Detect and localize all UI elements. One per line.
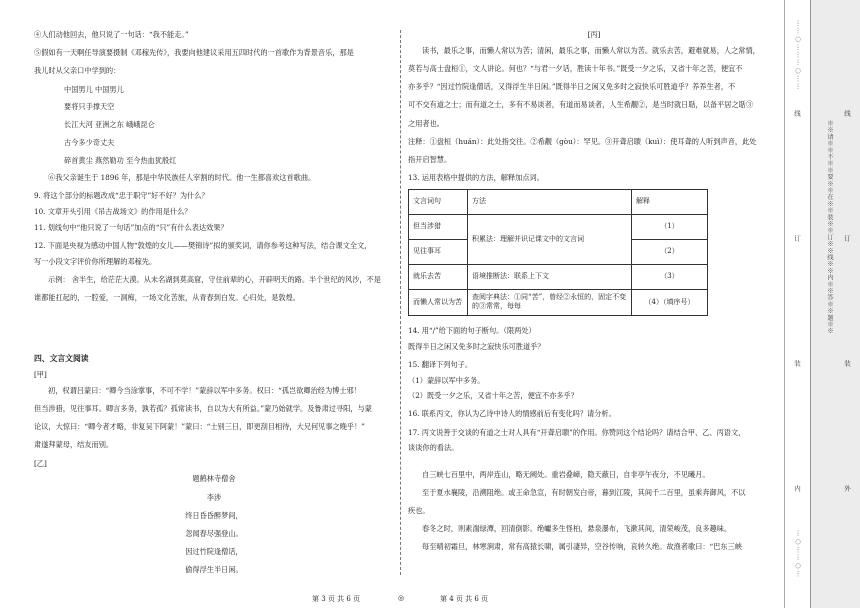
sanxia-passage-line: 至于夏水襄陵，沿溯阻绝。或王命急宣，有时朝发白帝，暮到江陵，其间千二百里，虽乘奔御风，不以 [422,487,746,497]
passage-jia-line: 论议，大惊曰：“卿今者才略，非复吴下阿蒙！”蒙曰：“士别三日，即更刮目相待，大兄何见事之晚乎！” [34,422,365,432]
question-15: 15. 翻译下列句子。 [408,359,473,369]
page-number-left: 第 3 页 共 6 页 [312,595,361,603]
table-header: 解释 [632,189,708,214]
passage-bing-line: 之用者也。 [408,118,444,128]
lyric-line: 长江大河 亚洲之东 峨峨昆仑 [64,120,155,130]
table-cell: 见往事耳 [409,239,468,264]
passage-bing-line: 读书，最乐之事，而懒人常以为苦；清闲，最乐之事，而懒人常以为苦。就乐去苦，避难就易，人之常情， [422,45,760,55]
binding-label: 外 [843,485,851,493]
question-10: 10. 文章开头引用《吊古战场文》的作用是什么？ [34,207,192,217]
question-14: 14. 用“/”给下面的句子断句。（限两处） [408,325,536,335]
poem-line: 终日昏昏醉梦间， [185,510,243,520]
binding-label: 内 [793,485,801,493]
page-number-right: 第 4 页 共 6 页 [440,595,489,603]
binding-label: 线 [843,110,851,118]
table-header: 文言词句 [409,189,468,214]
table-cell: 语境推断法：联系上下文 [468,264,632,289]
table-row [409,214,708,239]
passage-para-5: ⑤假如有一天啊任导演要摄制《邓稼先传》，我要向他建议采用五四时代的一首歌作为背景音乐，那是 [34,48,354,58]
left-column [34,30,394,584]
table-header: 方法 [468,189,632,214]
poem-line: 忽闻春尽强登山。 [185,528,243,538]
binding-strip-inner [784,0,811,608]
right-column [408,30,780,561]
question-15-2: （2）既受一夕之乐，又省十年之苦，便宜不亦多乎？ [408,391,578,401]
question-16: 16. 联系丙文，你认为乙诗中诗人的情感前后有变化吗？请分析。 [408,409,616,419]
answer-blank[interactable]: （2） [632,239,708,264]
binding-dots: ⋯○⋯⋯○⋯ [794,530,802,578]
table-cell: 积累法：理解并识记课文中的文言词 [468,214,632,264]
annotation-cont: 指开启智慧。 [408,155,452,165]
answer-blank[interactable]: （1） [632,214,708,239]
question-14-sentence: 既得半日之闲又免多时之寂快乐可胜道乎？ [408,341,545,351]
lyric-line: 碎首黄尘 燕然勒功 至今热血犹殷红 [64,155,177,165]
table-header-row [409,189,708,214]
question-12-cont: 写一小段文字评价你所理解的邓稼先。 [34,256,157,266]
lyric-line: 要将只手撑天空 [64,102,115,112]
answer-blank[interactable]: （3） [632,264,708,289]
sanxia-passage-line: 春冬之时，则素湍绿潭，回清倒影。绝巘多生怪柏，悬泉瀑布，飞漱其间，清荣峻茂，良多趣味。 [422,524,732,534]
section-title: 四、文言文阅读 [34,353,89,363]
passage-bing-label: [丙] [587,30,601,39]
sanxia-passage-line: 疾也。 [408,506,430,516]
poem-line: 因过竹院逢僧话， [185,547,243,557]
question-15-1: （1）蒙辞以军中多务。 [408,375,485,385]
table-cell: 但当涉猎 [409,214,468,239]
question-17-cont: 谈谈你的看法。 [408,443,459,453]
binding-label: 线 [793,110,801,118]
question-11: 11. 划线句中“他只说了一句话”加点的“只”有什么表达效果？ [34,222,228,232]
poem-line: 偷得浮生半日闲。 [185,565,243,575]
binding-dots: ⋯⋯○⋯⋯⋯○⋯⋯ [794,20,802,91]
binding-strip-outer [810,0,860,608]
lyric-line: 古今多少奇丈夫 [64,137,115,147]
passage-jia-line: 初，权谓吕蒙曰：“卿今当涂掌事，不可不学！”蒙辞以军中多务。权曰：“孤岂欲卿治经为博士邪！ [48,385,361,395]
passage-para-4: ④人们动他回去，他只说了一句话：“我不能走。” [34,30,189,39]
answer-blank[interactable]: （4）（填序号） [632,289,708,315]
binding-label: 装 [843,360,851,368]
poem-title: 题鹤林寺僧舍 [192,474,236,484]
passage-bing-line: 莫若与高士盘桓①，文人讲论。何也？“与君一夕话，胜读十年书。”既受一夕之乐，又省十年之苦，便宜不 [408,63,743,73]
table-row [409,289,708,315]
question-17: 17. 丙文说善于交谈的有道之士对人具有“开聋启聩”的作用。你赞同这个结论吗？请结合甲、乙、丙语文， [408,427,746,437]
table-row [409,264,708,289]
annotation: 注释：①盘桓（huán）：此处指交往。②希觏（gòu）：罕见。③开聋启聩（kuì）：使耳聋的人听到声音，此处 [408,136,757,146]
vocab-table [408,189,708,316]
binding-label: 装 [793,360,801,368]
poem-author: 李涉 [206,492,222,502]
question-9: 9. 将这个部分的标题改成“忠于职守”好不好？为什么？ [34,191,209,201]
column-divider [400,30,401,575]
passage-jia-line: 但当涉猎，见往事耳。卿言多务，孰若孤？孤常读书，自以为大有所益。”蒙乃始就学。及鲁肃过寻阳，与蒙 [34,403,372,413]
question-13: 13. 运用表格中提供的方法，解释加点词。 [408,173,544,183]
sanxia-passage-line: 自三峡七百里中，两岸连山，略无阙处。重岩叠嶂，隐天蔽日，自非亭午夜分，不见曦月。 [422,469,710,479]
passage-yi-label: [乙] [34,458,47,468]
passage-jia-label: [甲] [34,370,47,380]
lyric-line: 中国男儿 中国男儿 [64,84,124,94]
table-cell: 就乐去苦 [409,264,468,289]
center-mark-icon: ◎ [398,594,405,602]
table-cell: 查阅字典法：①同“苦”，曾经②永恒的，固定不变的③常常，每每 [468,289,632,315]
song-lyrics [34,85,394,166]
passage-para-6: ⑥我父亲诞生于 1896 年，那是中华民族任人宰割的时代。他一生都喜欢这首歌曲。 [48,173,316,183]
binding-label: 订 [793,235,801,243]
question-12: 12. 下面是央视为感动中国人物“敦煌的女儿——樊锦诗”拟的颁奖词，请你参考这种写法，结合课文全文， [34,241,372,251]
passage-bing-line: 亦多乎？“因过竹院逢僧话，又得浮生半日闲。”既得半日之闲又免多时之寂快乐可胜道乎？养养生者，不 [408,82,736,92]
example-text: 示例： 舍半生，给茫茫大漠。从未名湖到莫高窟，守住前辈的心，开辟明天的路。半个世纪的风沙，不是 [48,275,381,285]
table-cell: 而懒人常以为苦 [409,289,468,315]
passage-para-5-cont: 我儿时从父亲口中学到的： [34,66,121,76]
binding-notice: ※※请※※不※※要※※在※※装※※订※※线※※内※※答※※题※※ [826,120,833,335]
example-text-cont: 谁都能扛起的，一腔爱，一洞痴，一场文化苦旅，从青春到白发。心归处，是敦煌。 [34,293,300,303]
sanxia-passage-line: 每至晴初霜旦，林寒涧肃，常有高猿长啸，属引凄异，空谷传响，哀转久绝。故渔者歌曰：“巴东三峡 [422,542,742,552]
passage-bing-line: 可不交有道之士；而有道之士，多有不易谈者，有道而易谈者，人生希觏②，是当时就日聒，以备平居之聒③ [408,100,754,110]
binding-label: 订 [843,235,851,243]
passage-jia-line: 肃遂拜蒙母，结友而别。 [34,440,114,450]
